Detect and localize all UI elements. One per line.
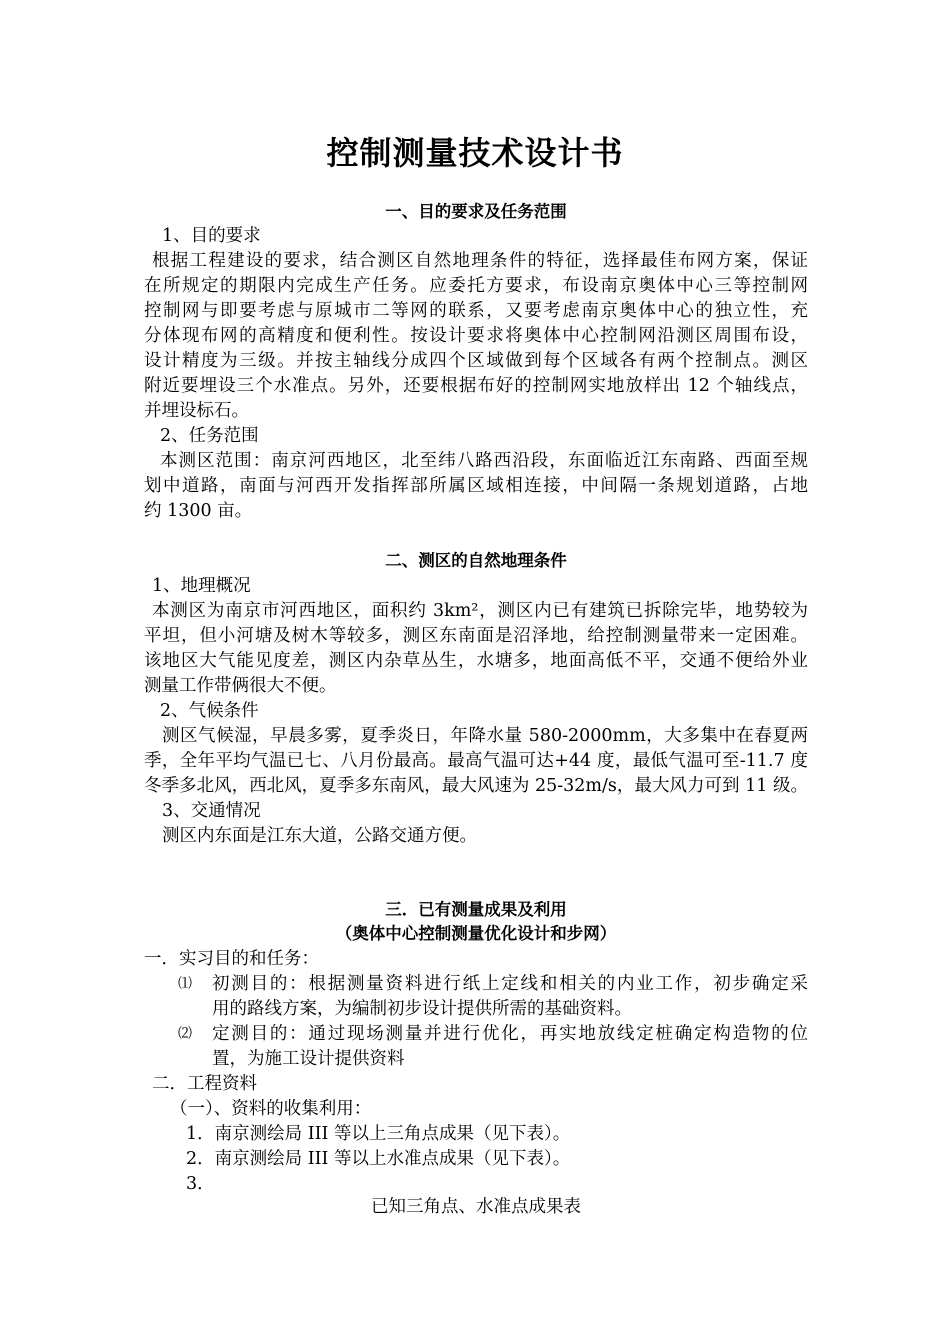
list-number: ⑴	[178, 976, 192, 992]
list-item: 3．	[186, 1174, 215, 1194]
paragraph-line: 测区气候湿，早晨多雾，夏季炎日，年降水量 580-2000mm，大多集中在春夏两	[162, 726, 808, 746]
section-1-heading: 一、目的要求及任务范围	[385, 202, 567, 221]
paragraph-line: 该地区大气能见度差，测区内杂草丛生，水塘多，地面高低不平，交通不便给外业	[144, 651, 808, 671]
paragraph-line: 控制网与即要考虑与原城市二等网的联系，又要考虑南京奥体中心的独立性，充	[144, 301, 808, 321]
section-1-sub-2: 2、任务范围	[160, 426, 259, 446]
list-item: 1．南京测绘局 III 等以上三角点成果（见下表）。	[186, 1124, 571, 1144]
list-item-line: 置，为施工设计提供资料	[212, 1049, 405, 1069]
paragraph-line: 并埋设标石。	[144, 401, 249, 421]
paragraph-line: 划中道路，南面与河西开发指挥部所属区域相连接，中间隔一条规划道路，占地	[144, 476, 808, 496]
section-2-sub-2: 2、气候条件	[160, 701, 259, 721]
paragraph-line: 根据工程建设的要求，结合测区自然地理条件的特征，选择最佳布网方案，保证	[152, 251, 808, 271]
paragraph-line: 约 1300 亩。	[144, 501, 253, 521]
table-caption: 已知三角点、水准点成果表	[371, 1197, 581, 1217]
section-3-heading: 三．已有测量成果及利用	[385, 900, 567, 919]
paragraph-line: 本测区为南京市河西地区，面积约 3km²，测区内已有建筑已拆除完毕，地势较为	[152, 601, 808, 621]
paragraph-line: 本测区范围：南京河西地区，北至纬八路西沿段，东面临近江东南路、西面至规	[160, 451, 808, 471]
list-item-line: 初测目的：根据测量资料进行纸上定线和相关的内业工作，初步确定采	[212, 974, 808, 994]
list-item-line: 用的路线方案，为编制初步设计提供所需的基础资料。	[212, 999, 632, 1019]
section-1-sub-1: 1、目的要求	[162, 226, 261, 246]
list-number: ⑵	[178, 1026, 192, 1042]
paragraph-line: 分体现布网的高精度和便利性。按设计要求将奥体中心控制网沿测区周围布设，	[144, 326, 808, 346]
item-heading: 一．实习目的和任务：	[144, 949, 319, 969]
paragraph-line: 测区内东面是江东大道，公路交通方便。	[162, 826, 477, 846]
paragraph-line: 附近要埋设三个水准点。另外，还要根据布好的控制网实地放样出 12 个轴线点，	[144, 376, 808, 396]
section-2-sub-3: 3、交通情况	[162, 801, 261, 821]
paragraph-line: 设计精度为三级。并按主轴线分成四个区域做到每个区域各有两个控制点。测区	[144, 351, 808, 371]
section-2-sub-1: 1、地理概况	[152, 576, 251, 596]
paragraph-line: 季，全年平均气温已七、八月份最高。最高气温可达+44 度，最低气温可至-11.7 度	[144, 751, 808, 771]
list-item-line: 定测目的：通过现场测量并进行优化，再实地放线定桩确定构造物的位	[212, 1024, 808, 1044]
item-heading: 二．工程资料	[152, 1074, 257, 1094]
subsection-heading: （一）、资料的收集利用：	[170, 1099, 372, 1119]
paragraph-line: 冬季多北风，西北风，夏季多东南风，最大风速为 25-32m/s，最大风力可到 11 级。	[144, 776, 808, 796]
list-item: 2．南京测绘局 III 等以上水准点成果（见下表）。	[186, 1149, 571, 1169]
paragraph-line: 平坦，但小河塘及树木等较多，测区东南面是沼泽地，给控制测量带来一定困难。	[144, 626, 808, 646]
section-3-subheading: （奥体中心控制测量优化设计和步网）	[335, 924, 617, 943]
section-2-heading: 二、测区的自然地理条件	[385, 551, 567, 570]
paragraph-line: 测量工作带俩很大不便。	[144, 676, 337, 696]
paragraph-line: 在所规定的期限内完成生产任务。应委托方要求，布设南京奥体中心三等控制网	[144, 276, 808, 296]
document-title: 控制测量技术设计书	[326, 134, 624, 172]
